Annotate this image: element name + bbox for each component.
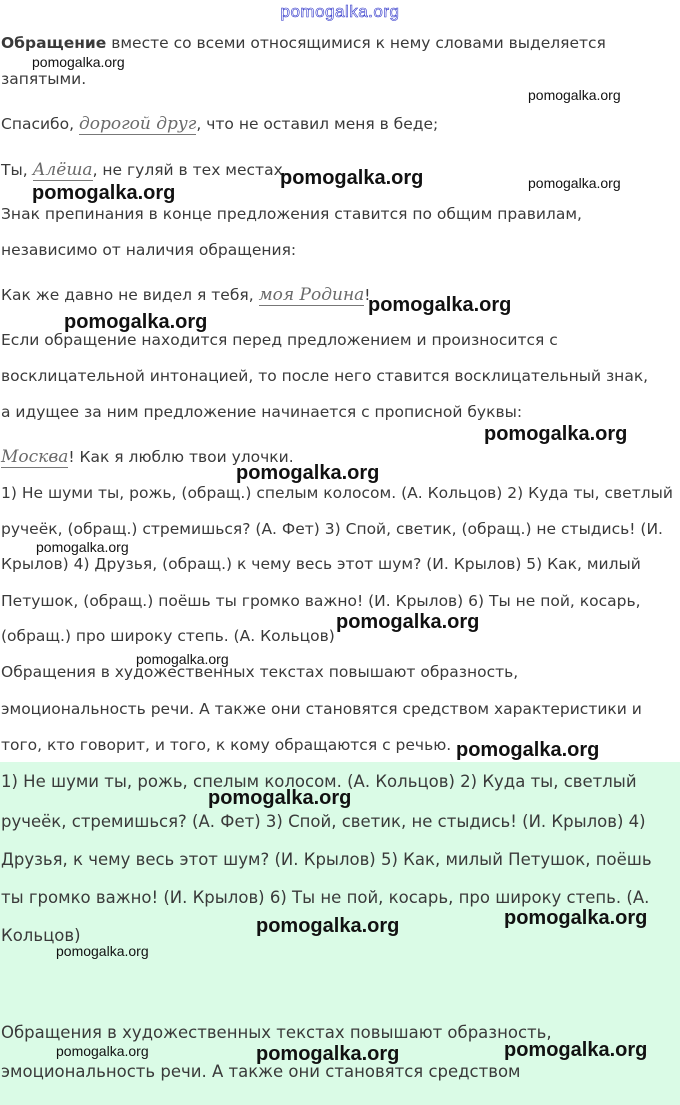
watermark: pomogalka.org: [256, 915, 400, 937]
watermark: pomogalka.org: [64, 311, 208, 333]
paragraph-exclamation-line3: а идущее за ним предложение начинается с прописной буквы:: [1, 403, 523, 421]
watermark: pomogalka.org: [484, 423, 628, 445]
term-bold: Обращение: [1, 34, 107, 52]
example-1: [1, 114, 438, 134]
example-text: ! Как я люблю твои улочки.: [68, 448, 294, 466]
answer-line: ты громко важно! (И. Крылов) 6) Ты не пой, косарь, про широку степь. (А.: [1, 888, 650, 907]
watermark: pomogalka.org: [528, 175, 621, 191]
answer-line: Друзья, к чему весь этот шум? (И. Крылов) 5) Как, милый Петушок, поёшь: [1, 850, 652, 869]
example-text: Ты,: [1, 161, 33, 179]
paragraph-style-line3: того, кто говорит, и того, к кому обращаются с речью.: [1, 736, 452, 754]
example-text: , что не оставил меня в беде;: [196, 115, 439, 133]
watermark: pomogalka.org: [56, 1043, 149, 1059]
list-line: Крылов) 4) Друзья, (обращ.) к чему весь этот шум? (И. Крылов) 5) Как, милый: [1, 555, 641, 573]
address-highlight: дорогой друг: [78, 114, 197, 134]
paragraph-text: вместе со всеми относящимися к нему словами выделяется: [106, 34, 606, 52]
example-3: [1, 285, 371, 305]
paragraph-style-line2: эмоциональность речи. А также они становятся средством характеристики и: [1, 700, 642, 718]
paragraph-punctuation-line2: независимо от наличия обращения:: [1, 241, 297, 259]
watermark: pomogalka.org: [236, 462, 380, 484]
watermark: pomogalka.org: [256, 1043, 400, 1065]
watermark: pomogalka.org: [32, 54, 125, 70]
answer-paragraph-line2: эмоциональность речи. А также они становятся средством: [1, 1062, 521, 1081]
example-text: !: [364, 286, 371, 304]
watermark: pomogalka.org: [368, 294, 512, 316]
watermark: pomogalka.org: [504, 1039, 648, 1061]
address-highlight: Алёша: [32, 160, 93, 180]
watermark: pomogalka.org: [36, 539, 129, 555]
watermark: pomogalka.org: [504, 907, 648, 929]
answer-line: ручеёк, стремишься? (А. Фет) 3) Спой, светик, не стыдись! (И. Крылов) 4): [1, 812, 646, 831]
paragraph-style: Обращения в художественных текстах повышают образность,: [1, 663, 519, 681]
paragraph-exclamation-line2: восклицательной интонацией, то после него ставится восклицательный знак,: [1, 367, 649, 385]
example-2: [1, 160, 288, 180]
list-line: Петушок, (обращ.) поёшь ты громко важно! (И. Крылов) 6) Ты не пой, косарь,: [1, 592, 641, 610]
answer-line: 1) Не шуми ты, рожь, спелым колосом. (А. Кольцов) 2) Куда ты, светлый: [1, 772, 637, 791]
example-text: Как же давно не видел я тебя,: [1, 286, 259, 304]
watermark: pomogalka.org: [56, 943, 149, 959]
watermark: pomogalka.org: [528, 87, 621, 103]
paragraph-intro-line2: запятыми.: [1, 70, 87, 88]
answer-line: Кольцов): [1, 926, 81, 945]
address-highlight: Москва: [1, 447, 69, 467]
example-text: Спасибо,: [1, 115, 79, 133]
answer-paragraph: Обращения в художественных текстах повышают образность,: [1, 1023, 552, 1042]
watermark: pomogalka.org: [208, 787, 352, 809]
example-text: , не гуляй в тех местах.: [92, 161, 288, 179]
site-header-link[interactable]: pomogalka.org: [280, 2, 400, 21]
watermark: pomogalka.org: [280, 167, 424, 189]
list-line: (обращ.) про широку степь. (А. Кольцов): [1, 627, 335, 645]
paragraph-exclamation: Если обращение находится перед предложением и произносится с: [1, 331, 558, 349]
paragraph-intro: [1, 34, 606, 52]
list-line: ручеёк, (обращ.) стремишься? (А. Фет) 3) Спой, светик, (обращ.) не стыдись! (И.: [1, 520, 663, 538]
watermark: pomogalka.org: [336, 611, 480, 633]
list-line: 1) Не шуми ты, рожь, (обращ.) спелым колосом. (А. Кольцов) 2) Куда ты, светлый: [1, 484, 673, 502]
paragraph-punctuation: Знак препинания в конце предложения ставится по общим правилам,: [1, 205, 582, 223]
address-highlight: моя Родина: [258, 285, 365, 305]
watermark: pomogalka.org: [136, 651, 229, 667]
watermark: pomogalka.org: [456, 739, 600, 761]
watermark: pomogalka.org: [32, 182, 176, 204]
